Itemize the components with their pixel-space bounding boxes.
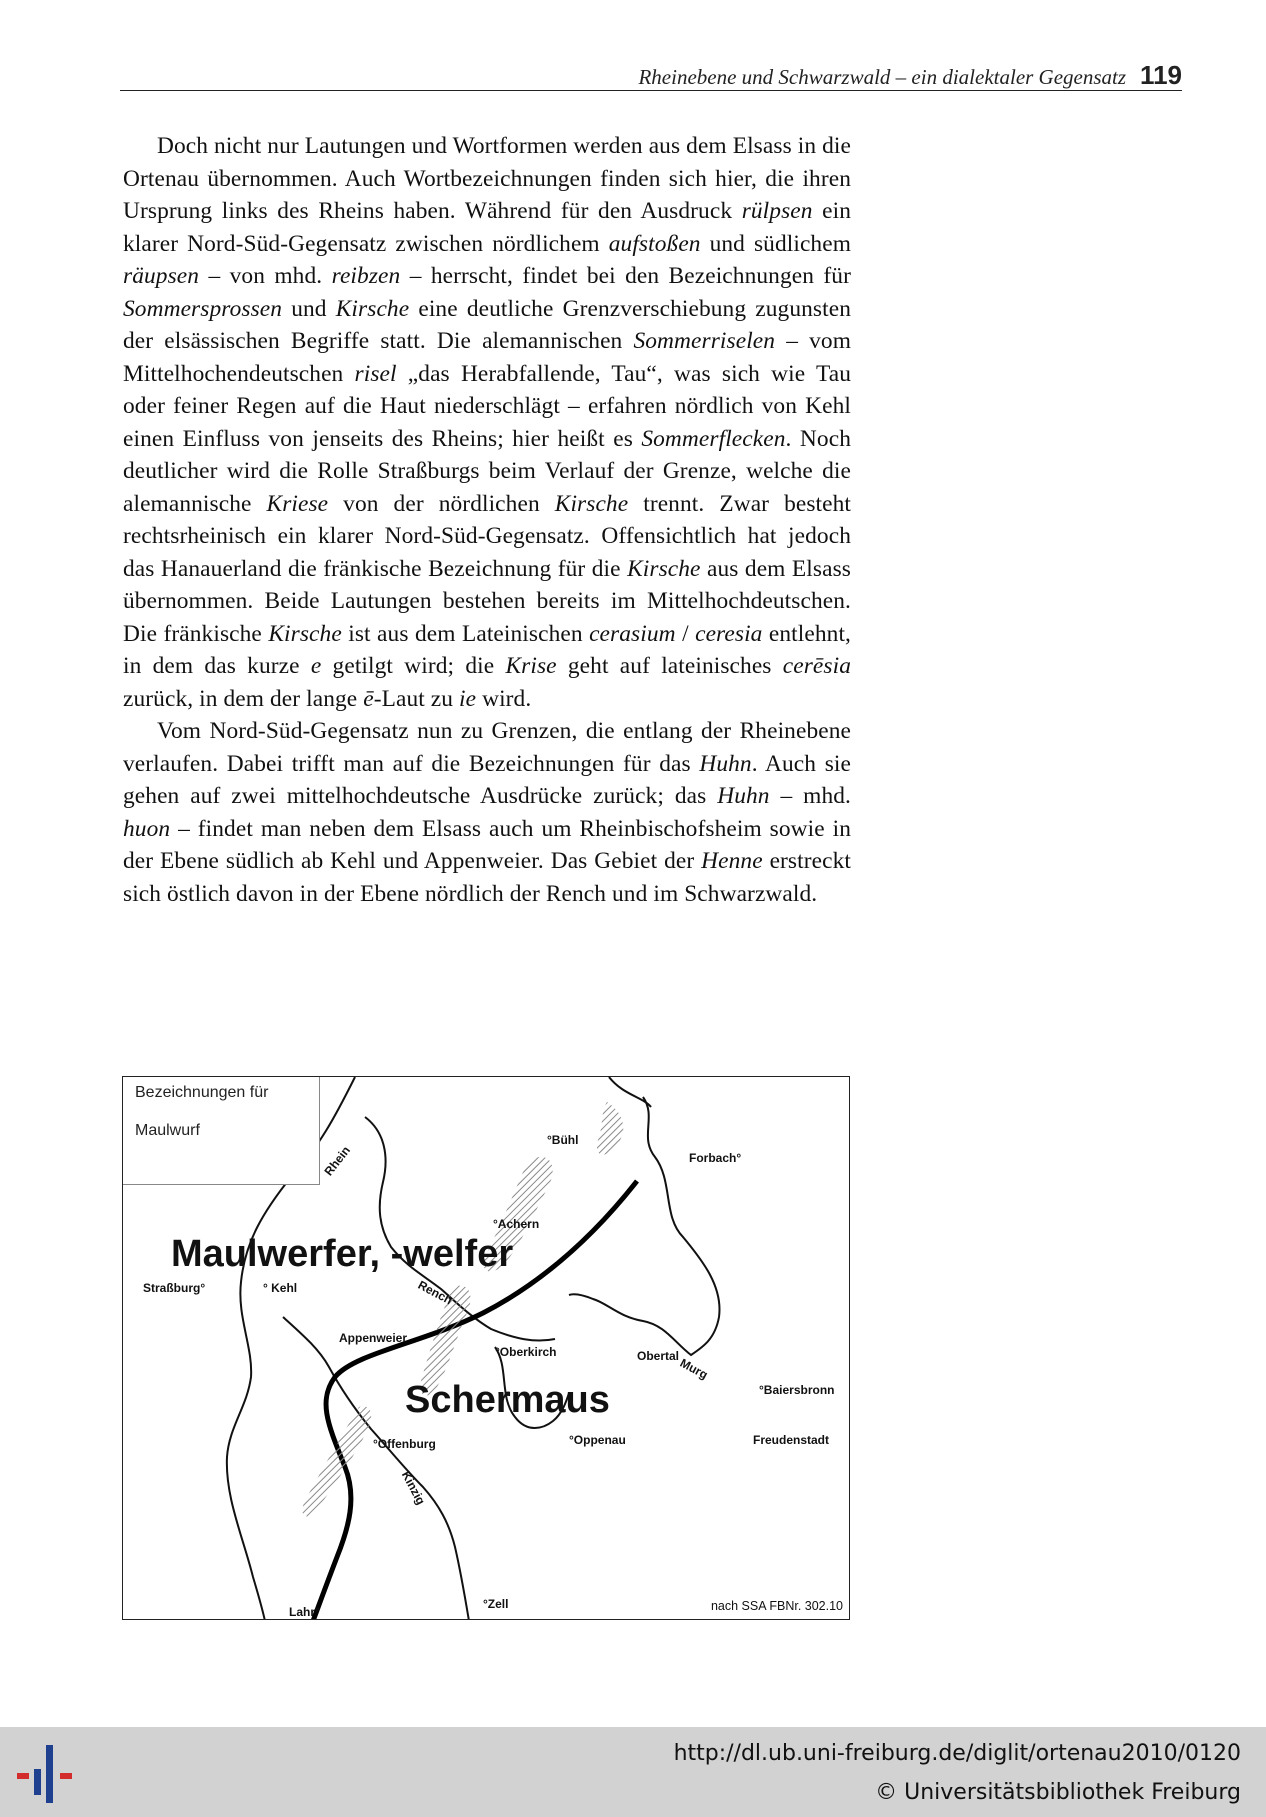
- place-zell: °Zell: [483, 1597, 509, 1611]
- place-strassburg: Straßburg°: [143, 1281, 206, 1295]
- place-freudenstadt: Freudenstadt: [753, 1433, 830, 1447]
- hatch-band-2: [597, 1102, 623, 1155]
- murg-upper: [609, 1077, 651, 1107]
- place-buehl: °Bühl: [547, 1133, 579, 1147]
- legend-line-2: Maulwurf: [135, 1122, 200, 1139]
- term-schermaus: Schermaus: [405, 1379, 610, 1421]
- place-offenburg: °Offenburg: [373, 1437, 436, 1451]
- river-label-murg: Murg: [677, 1355, 711, 1382]
- place-lahr: Lahr°: [289, 1605, 320, 1619]
- term-maulwerfer: Maulwerfer, -welfer: [171, 1233, 514, 1275]
- dialect-map: [122, 1076, 850, 1620]
- hatch-band-4: [302, 1406, 371, 1516]
- place-baiersbronn: °Baiersbronn: [759, 1383, 835, 1397]
- map-source: nach SSA FBNr. 302.10: [710, 1599, 843, 1613]
- header-rule: [120, 90, 1182, 91]
- paragraph-2: Vom Nord-Süd-Gegensatz nun zu Grenzen, die entlang der Rheinebene verlaufen. Dabei trifft man auf die Bezeichnungen für das Huhn. Auch sie gehen auf zwei mittelhochdeutsche Ausdrücke zurück; das Huhn – mhd. huon – findet man neben dem Elsass auch um Rheinbischofsheim sowie in der Ebene südlich ab Kehl und Appenweier. Das Gebiet der Henne erstreckt sich östlich davon in der Ebene nördlich der Rench und im Schwarzwald.: [123, 718, 851, 907]
- place-appenweier: Appenweier: [339, 1331, 408, 1345]
- footer-bar: [0, 1727, 1266, 1817]
- river-label-rench: Rench: [415, 1277, 455, 1308]
- place-kehl: ° Kehl: [263, 1281, 298, 1295]
- place-obertal: Obertal: [637, 1349, 680, 1363]
- map-legend: [123, 1077, 320, 1185]
- place-achern: °Achern: [493, 1217, 540, 1231]
- river-label-rhein: Rhein: [321, 1143, 354, 1179]
- ub-freiburg-logo-icon: [14, 1741, 84, 1807]
- running-head-title: Rheinebene und Schwarzwald – ein dialektaler Gegensatz: [638, 65, 1127, 89]
- footer-url[interactable]: http://dl.ub.uni-freiburg.de/diglit/ortenau2010/0120: [673, 1741, 1241, 1766]
- river-label-kinzig: Kinzig: [398, 1468, 429, 1508]
- legend-line-1: Bezeichnungen für: [135, 1084, 269, 1101]
- footer-copyright: © Universitätsbibliothek Freiburg: [875, 1780, 1241, 1805]
- page-number: 119: [1140, 60, 1182, 90]
- paragraph-1: Doch nicht nur Lautungen und Wortformen werden aus dem Elsass in die Ortenau übernommen. Auch Wortbezeichnungen finden sich hier, die ihren Ursprung links des Rheins haben. Während für den Ausdruck rülpsen ein klarer Nord-Süd-Gegensatz zwischen nördlichem aufstoßen und südlichem räupsen – von mhd. reibzen – herrscht, findet bei den Bezeichnungen für Sommersprossen und Kirsche eine deutliche Grenzverschiebung zugunsten der elsässischen Begriffe statt. Die alemannischen Sommerriselen – vom Mittelhochendeutschen risel „das Herabfallende, Tau“, was sich wie Tau oder feiner Regen auf die Haut niederschlägt – erfahren nördlich von Kehl einen Einfluss von jenseits des Rheins; hier heißt es Sommerflecken. Noch deutlicher wird die Rolle Straßburgs beim Verlauf der Grenze, welche die alemannische Kriese von der nördlichen Kirsche trennt. Zwar besteht rechtsrheinisch ein klarer Nord-Süd-Gegensatz. Offensichtlich hat jedoch das Hanauerland die fränkische Bezeichnung für die Kirsche aus dem Elsass übernommen. Beide Lautungen bestehen bereits im Mittelhochdeutschen. Die fränkische Kirsche ist aus dem Lateinischen cerasium / ceresia entlehnt, in dem das kurze e getilgt wird; die Krise geht auf lateinisches cerēsia zurück, in dem der lange ē-Laut zu ie wird.: [123, 133, 852, 712]
- body-text: [123, 130, 851, 910]
- place-oberkirch: °Oberkirch: [495, 1345, 557, 1359]
- place-oppenau: °Oppenau: [569, 1433, 626, 1447]
- place-forbach: Forbach°: [689, 1151, 742, 1165]
- murg-river: [569, 1097, 720, 1355]
- running-head: [638, 60, 1182, 91]
